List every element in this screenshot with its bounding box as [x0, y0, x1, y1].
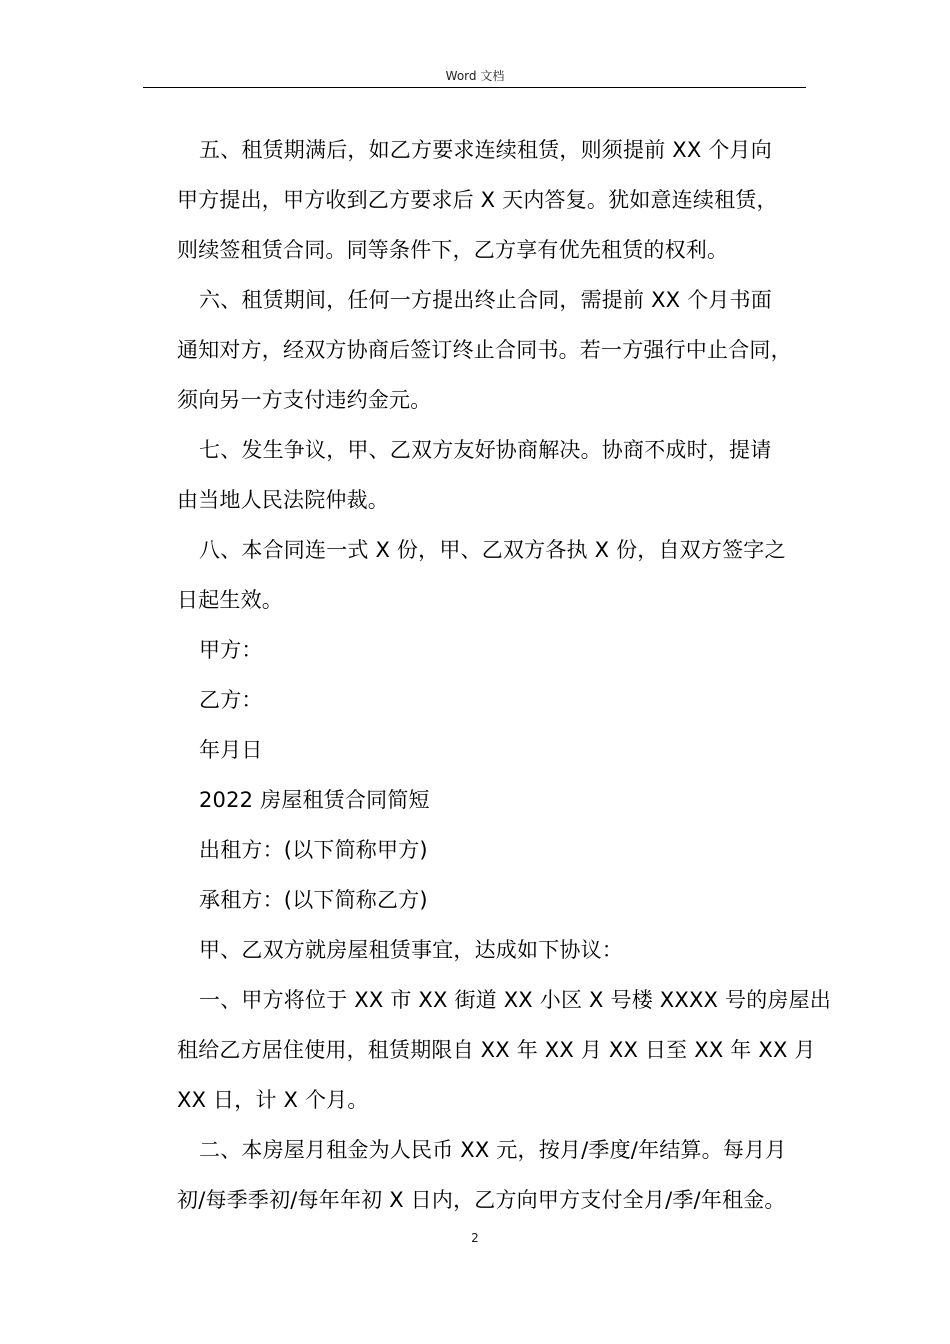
header-divider [143, 87, 806, 88]
text-line: 甲方提出，甲方收到乙方要求后 X 天内答复。犹如意连续租赁， [177, 188, 778, 212]
text-line: XX 日，计 X 个月。 [177, 1088, 369, 1112]
text-line: 甲、乙双方就房屋租赁事宜，达成如下协议： [199, 938, 623, 962]
lessor-label: 出租方：(以下简称甲方) [199, 838, 428, 862]
text-line: 租给乙方居住使用，租赁期限自 XX 年 XX 月 XX 日至 XX 年 XX 月 [177, 1038, 816, 1062]
document-header-title: Word 文档 [445, 69, 505, 83]
party-a-label: 甲方： [199, 638, 263, 662]
lessee-label: 承租方：(以下简称乙方) [199, 888, 428, 912]
text-line: 则续签租赁合同。同等条件下，乙方享有优先租赁的权利。 [177, 238, 729, 262]
document-body [177, 125, 831, 1225]
text-line: 由当地人民法院仲裁。 [177, 488, 389, 512]
text-line: 六、租赁期间，任何一方提出终止合同，需提前 XX 个月书面 [199, 288, 772, 312]
text-line: 七、发生争议，甲、乙双方友好协商解决。协商不成时，提请 [199, 438, 772, 462]
text-line: 通知对方，经双方协商后签订终止合同书。若一方强行中止合同， [177, 338, 792, 362]
text-line: 须向另一方支付违约金元。 [177, 388, 432, 412]
text-line: 一、甲方将位于 XX 市 XX 街道 XX 小区 X 号楼 XXXX 号的房屋出 [199, 988, 831, 1012]
section-title: 2022 房屋租赁合同简短 [199, 788, 430, 812]
text-line: 八、本合同连一式 X 份，甲、乙双方各执 X 份，自双方签字之 [199, 538, 786, 562]
text-line: 初/每季季初/每年年初 X 日内，乙方向甲方支付全月/季/年租金。 [177, 1188, 786, 1212]
text-line: 五、租赁期满后，如乙方要求连续租赁，则须提前 XX 个月向 [199, 138, 772, 162]
date-label: 年月日 [199, 738, 263, 762]
text-line: 日起生效。 [177, 588, 283, 612]
party-b-label: 乙方： [199, 688, 263, 712]
text-line: 二、本房屋月租金为人民币 XX 元，按月/季度/年结算。每月月 [199, 1138, 787, 1162]
page-number: 2 [471, 1231, 479, 1245]
